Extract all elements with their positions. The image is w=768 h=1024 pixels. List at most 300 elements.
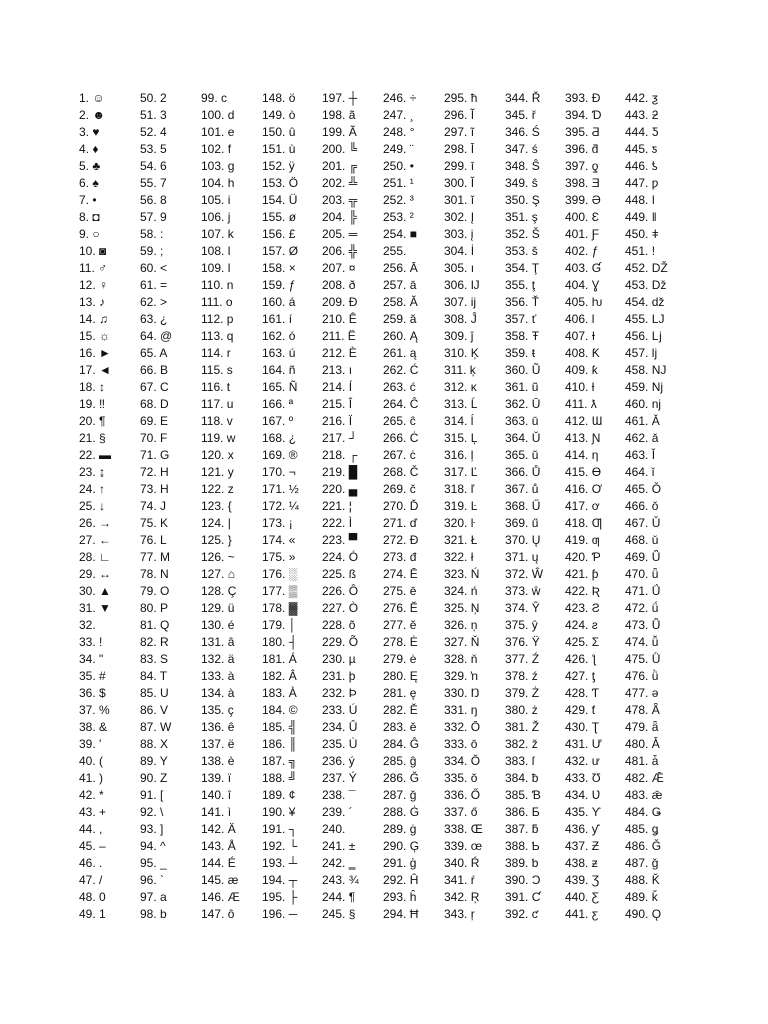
character-entry: 137. ë [201,737,235,751]
character-entry: 22. ▬ [79,448,112,462]
character-entry: 222. Ì [322,516,353,530]
character-entry: 398. Ǝ [565,176,600,190]
character-entry: 480. Ǡ [625,737,660,751]
character-entry: 231. þ [322,669,356,683]
character-entry: 26. → [79,516,112,530]
character-entry: 248. ° [383,125,415,139]
character-entry: 454. ǆ [625,295,665,309]
character-entry: 174. « [262,533,296,547]
character-entry: 171. ½ [262,482,299,496]
character-entry: 18. ↕ [79,380,106,394]
character-entry: 317. Ľ [444,465,478,479]
character-entry: 109. l [201,261,231,275]
character-entry: 103. g [201,159,235,173]
character-entry: 35. # [79,669,106,683]
character-entry: 41. ) [79,771,104,785]
character-entry: 128. Ç [201,584,237,598]
character-entry: 462. ǎ [625,431,659,445]
character-entry: 160. á [262,295,296,309]
character-entry: 130. é [201,618,235,632]
character-entry: 27. ← [79,533,112,547]
character-entry: 406. Ɩ [565,312,595,326]
character-entry: 226. Ô [322,584,359,598]
character-entry: 61. = [140,278,168,292]
character-entry: 181. Á [262,652,297,666]
character-entry: 97. a [140,890,167,904]
character-entry: 244. ¶ [322,890,356,904]
character-entry: 24. ↑ [79,482,106,496]
character-entry: 353. š [505,244,538,258]
character-entry: 213. ı [322,363,353,377]
character-entry: 127. ⌂ [201,567,235,581]
character-entry: 452. Ǆ [625,261,668,275]
character-entry: 142. Ä [201,822,236,836]
character-entry: 401. Ƒ [565,227,600,241]
character-entry: 441. ƹ [565,907,599,921]
character-entry: 112. p [201,312,234,326]
character-entry: 404. Ɣ [565,278,600,292]
character-entry: 374. Ŷ [505,601,540,615]
character-entry: 473. Ǚ [625,618,661,632]
character-entry: 453. ǅ [625,278,667,292]
character-entry: 449. ǁ [625,210,657,224]
character-entry: 362. Ū [505,397,541,411]
character-entry: 75. K [140,516,169,530]
character-entry: 259. ă [383,312,417,326]
character-entry: 407. Ɨ [565,329,596,343]
character-entry: 225. ß [322,567,357,581]
character-entry: 88. X [140,737,169,751]
character-entry: 278. Ė [383,635,418,649]
character-entry: 106. j [201,210,231,224]
character-entry: 134. à [201,686,235,700]
character-entry: 129. ü [201,601,235,615]
character-entry: 414. ƞ [565,448,599,462]
character-entry: 417. ơ [565,499,600,513]
character-entry: 469. Ǖ [625,550,661,564]
character-entry: 289. ġ [383,822,417,836]
character-entry: 412. Ɯ [565,414,603,428]
character-entry: 210. Ê [322,312,357,326]
character-entry: 456. ǈ [625,329,662,343]
character-entry: 267. ċ [383,448,416,462]
character-entry: 485. ǥ [625,822,659,836]
character-entry: 351. ş [505,210,538,224]
character-entry: 390. Ɔ [505,873,541,887]
character-entry: 268. Č [383,465,419,479]
character-entry: 49. 1 [79,907,106,921]
character-entry: 266. Ċ [383,431,419,445]
character-entry: 50. 2 [140,91,167,105]
character-entry: 366. Ů [505,465,541,479]
character-entry: 487. ǧ [625,856,659,870]
character-entry: 470. ǖ [625,567,659,581]
character-entry: 347. ś [505,142,538,156]
character-entry: 315. Ļ [444,431,478,445]
character-entry: 389. ƅ [505,856,539,870]
character-entry: 100. d [201,108,235,122]
character-entry: 481. ǡ [625,754,659,768]
character-entry: 442. ƺ [625,91,659,105]
character-entry: 11. ♂ [79,261,108,275]
character-entry: 457. ǉ [625,346,658,360]
character-entry: 74. J [140,499,167,513]
character-entry: 114. r [201,346,231,360]
character-entry: 54. 6 [140,159,167,173]
character-entry: 65. A [140,346,168,360]
character-entry: 42. * [79,788,104,802]
character-entry: 298. Ī [444,142,475,156]
character-entry: 270. Ď [383,499,419,513]
character-entry: 423. Ƨ [565,601,600,615]
character-entry: 333. ō [444,737,478,751]
character-entry: 234. Û [322,720,358,734]
character-entry: 340. Ŕ [444,856,480,870]
character-entry: 466. ǒ [625,499,659,513]
character-entry: 472. ǘ [625,601,659,615]
character-entry: 373. ŵ [505,584,541,598]
character-entry: 191. ┐ [262,822,298,836]
table-column-5 [322,90,380,923]
character-entry: 418. Ƣ [565,516,603,530]
character-entry: 143. Å [201,839,236,853]
character-entry: 490. Ǫ [625,907,662,921]
character-entry: 425. Ʃ [565,635,600,649]
character-entry: 370. Ų [505,533,541,547]
character-entry: 55. 7 [140,176,167,190]
character-entry: 312. ĸ [444,380,477,394]
character-entry: 147. ô [201,907,235,921]
character-entry: 391. Ƈ [505,890,541,904]
character-entry: 474. ǚ [625,635,659,649]
character-entry: 99. c [201,91,228,105]
character-entry: 149. ò [262,108,296,122]
table-column-8 [505,90,563,923]
character-entry: 115. s [201,363,233,377]
character-entry: 219. █ [322,465,358,479]
character-entry: 139. ï [201,771,232,785]
character-entry: 375. ŷ [505,618,538,632]
character-entry: 355. ţ [505,278,536,292]
character-entry: 218. ┌ [322,448,358,462]
character-entry: 316. ļ [444,448,474,462]
character-entry: 411. ƛ [565,397,597,411]
character-entry: 113. q [201,329,234,343]
character-entry: 438. ƶ [565,856,598,870]
character-entry: 245. § [322,907,356,921]
character-entry: 120. x [201,448,234,462]
character-entry: 136. ê [201,720,235,734]
character-entry: 31. ▼ [79,601,111,615]
character-entry: 199. Ã [322,125,357,139]
character-entry: 62. > [140,295,168,309]
character-entry: 396. ƌ [565,142,599,156]
character-entry: 30. ▲ [79,584,111,598]
character-entry: 180. ┤ [262,635,298,649]
character-entry: 253. ² [383,210,414,224]
character-entry: 328. ň [444,652,478,666]
table-column-10 [625,90,683,923]
character-entry: 87. W [140,720,172,734]
character-entry: 46. . [79,856,103,870]
character-entry: 240. [322,822,349,836]
character-entry: 21. § [79,431,106,445]
character-entry: 156. £ [262,227,296,241]
character-entry: 394. Ɗ [565,108,602,122]
character-entry: 302. Į [444,210,475,224]
character-entry: 281. ę [383,686,417,700]
character-entry: 80. P [140,601,169,615]
character-entry: 247. ¸ [383,108,414,122]
character-entry: 421. ƥ [565,567,599,581]
character-entry: 432. ư [565,754,600,768]
character-entry: 488. Ǩ [625,873,660,887]
character-entry: 325. Ņ [444,601,480,615]
character-entry: 157. Ø [262,244,299,258]
character-entry: 161. í [262,312,293,326]
character-entry: 34. " [79,652,104,666]
character-entry: 326. ņ [444,618,478,632]
character-entry: 90. Z [140,771,168,785]
character-entry: 489. ǩ [625,890,658,904]
character-entry: 458. Ǌ [625,363,667,377]
character-entry: 352. Š [505,227,540,241]
character-entry: 206. ╬ [322,244,358,258]
character-entry: 138. è [201,754,235,768]
character-entry: 67. C [140,380,169,394]
character-entry: 169. ® [262,448,298,462]
character-entry: 148. ö [262,91,296,105]
character-entry: 376. Ÿ [505,635,540,649]
character-entry: 288. Ġ [383,805,420,819]
character-entry: 324. ń [444,584,478,598]
character-entry: 364. Ŭ [505,431,541,445]
character-entry: 369. ű [505,516,539,530]
character-entry: 16. ► [79,346,111,360]
character-entry: 167. º [262,414,294,428]
character-entry: 260. Ą [383,329,418,343]
character-entry: 251. ¹ [383,176,414,190]
character-entry: 96. ` [140,873,165,887]
character-entry: 200. ╚ [322,142,358,156]
character-entry: 15. ☼ [79,329,111,343]
character-entry: 336. Ő [444,788,481,802]
character-entry: 133. à [201,669,235,683]
character-entry: 397. ƍ [565,159,599,173]
character-entry: 365. ŭ [505,448,539,462]
character-entry: 69. E [140,414,169,428]
character-entry: 327. Ň [444,635,480,649]
character-entry: 172. ¼ [262,499,299,513]
character-entry: 382. ž [505,737,538,751]
character-entry: 431. Ư [565,737,602,751]
character-entry: 44. , [79,822,103,836]
character-entry: 372. Ŵ [505,567,544,581]
character-entry: 104. h [201,176,235,190]
character-entry: 478. Ǟ [625,703,660,717]
character-entry: 476. ǜ [625,669,659,683]
character-entry: 25. ↓ [79,499,106,513]
character-entry: 436. ƴ [565,822,598,836]
character-entry: 202. ╩ [322,176,358,190]
table-column-9 [565,90,623,923]
character-entry: 306. Ĳ [444,278,480,292]
character-entry: 223. ▀ [322,533,358,547]
character-entry: 145. æ [201,873,239,887]
character-entry: 220. ▄ [322,482,358,496]
character-entry: 448. ǀ [625,193,655,207]
character-entry: 393. Ɖ [565,91,601,105]
character-entry: 377. Ź [505,652,540,666]
character-entry: 246. ÷ [383,91,417,105]
character-entry: 20. ¶ [79,414,106,428]
character-entry: 415. Ɵ [565,465,602,479]
character-entry: 238. ¯ [322,788,356,802]
character-entry: 45. – [79,839,106,853]
character-entry: 341. ŕ [444,873,475,887]
character-entry: 346. Ś [505,125,540,139]
character-entry: 433. Ʊ [565,771,601,785]
character-entry: 239. ´ [322,805,353,819]
character-entry: 275. ē [383,584,417,598]
character-entry: 66. B [140,363,169,377]
character-entry: 40. ( [79,754,104,768]
character-entry: 446. ƾ [625,159,658,173]
character-entry: 92. \ [140,805,164,819]
character-entry: 68. D [140,397,169,411]
character-entry: 4. ♦ [79,142,99,156]
character-entry: 228. õ [322,618,356,632]
character-entry: 385. Ɓ [505,788,541,802]
character-entry: 23. ↨ [79,465,106,479]
table-column-2 [140,90,198,923]
character-entry: 173. ¡ [262,516,293,530]
character-entry: 318. ľ [444,482,475,496]
character-entry: 221. ¦ [322,499,352,513]
character-entry: 12. ♀ [79,278,109,292]
character-entry: 224. Ó [322,550,359,564]
character-entry: 195. ├ [262,890,298,904]
character-entry: 359. ŧ [505,346,536,360]
character-entry: 290. Ģ [383,839,420,853]
character-entry: 204. ╠ [322,210,358,224]
character-entry: 39. ' [79,737,102,751]
character-entry: 186. ║ [262,737,298,751]
character-entry: 331. ŋ [444,703,478,717]
character-entry: 295. ħ [444,91,478,105]
character-entry: 29. ↔ [79,567,112,581]
character-entry: 37. % [79,703,110,717]
character-entry: 166. ª [262,397,294,411]
character-entry: 110. n [201,278,234,292]
character-entry: 93. ] [140,822,164,836]
character-entry: 419. ƣ [565,533,600,547]
character-entry: 165. Ñ [262,380,298,394]
character-entry: 101. e [201,125,235,139]
character-entry: 430. Ʈ [565,720,600,734]
table-column-3 [201,90,259,923]
character-entry: 313. Ĺ [444,397,478,411]
character-entry: 484. Ǥ [625,805,662,819]
character-entry: 9. ○ [79,227,100,241]
character-entry: 409. ƙ [565,363,598,377]
character-entry: 83. S [140,652,169,666]
character-entry: 189. ¢ [262,788,296,802]
character-entry: 205. ═ [322,227,358,241]
character-entry: 465. Ǒ [625,482,662,496]
character-entry: 399. Ə [565,193,601,207]
character-entry: 152. ÿ [262,159,295,173]
character-entry: 59. ; [140,244,164,258]
character-entry: 48. 0 [79,890,106,904]
character-entry: 89. Y [140,754,168,768]
character-entry: 179. │ [262,618,297,632]
character-entry: 235. Ù [322,737,358,751]
character-entry: 188. ╝ [262,771,298,785]
character-entry: 403. Ɠ [565,261,602,275]
character-entry: 60. < [140,261,168,275]
character-entry: 86. V [140,703,169,717]
character-entry: 51. 3 [140,108,167,122]
character-entry: 308. Ĵ [444,312,477,326]
character-entry: 360. Ũ [505,363,541,377]
character-entry: 52. 4 [140,125,167,139]
character-entry: 79. O [140,584,170,598]
character-entry: 367. ů [505,482,539,496]
character-entry: 332. Ō [444,720,481,734]
character-entry: 339. œ [444,839,483,853]
character-entry: 304. İ [444,244,475,258]
character-entry: 354. Ţ [505,261,540,275]
character-entry: 387. ƃ [505,822,539,836]
character-entry: 400. Ɛ [565,210,599,224]
character-entry: 435. Ƴ [565,805,601,819]
character-entry: 17. ◄ [79,363,111,377]
character-entry: 211. Ë [322,329,356,343]
character-entry: 361. ũ [505,380,539,394]
character-entry: 371. ų [505,550,539,564]
character-entry: 197. ┼ [322,91,358,105]
character-entry: 249. ¨ [383,142,414,156]
character-entry: 6. ♠ [79,176,99,190]
character-entry: 294. Ħ [383,907,419,921]
character-entry: 413. Ɲ [565,431,601,445]
character-entry: 196. ─ [262,907,298,921]
character-entry: 122. z [201,482,234,496]
character-entry: 232. Þ [322,686,357,700]
character-entry: 19. ‼ [79,397,106,411]
character-entry: 321. Ł [444,533,478,547]
character-entry: 82. R [140,635,169,649]
character-entry: 329. ŉ [444,669,478,683]
character-entry: 154. Ü [262,193,298,207]
character-entry: 402. ƒ [565,244,599,258]
character-entry: 440. Ƹ [565,890,600,904]
character-entry: 272. Đ [383,533,419,547]
character-entry: 192. └ [262,839,298,853]
character-entry: 428. Ƭ [565,686,600,700]
character-entry: 163. ú [262,346,296,360]
character-entry: 212. È [322,346,357,360]
character-entry: 177. ▒ [262,584,298,598]
character-entry: 445. ƽ [625,142,658,156]
character-entry: 265. ĉ [383,414,416,428]
character-entry: 241. ± [322,839,356,853]
character-entry: 468. ǔ [625,533,659,547]
character-entry: 57. 9 [140,210,167,224]
character-entry: 426. ƪ [565,652,597,666]
table-column-4 [262,90,320,923]
